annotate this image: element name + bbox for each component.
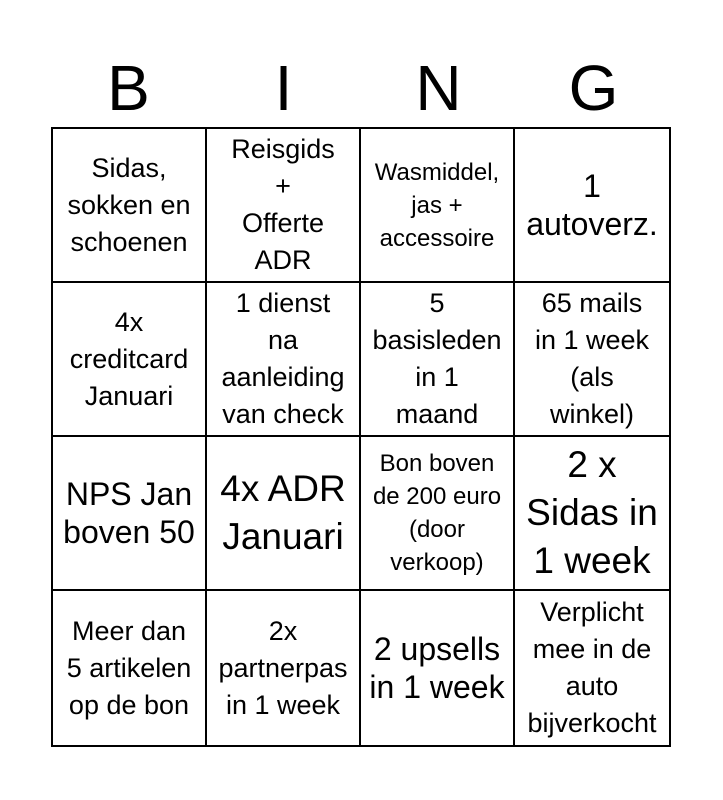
cell-text: NPS Jan boven 50 bbox=[63, 476, 195, 550]
cell-text: 1 dienst na aanleiding van check bbox=[221, 288, 345, 429]
bingo-cell[interactable] bbox=[53, 591, 207, 745]
bingo-cell[interactable] bbox=[207, 283, 361, 437]
cell-text: 2 x Sidas in 1 week bbox=[526, 444, 658, 581]
cell-text: Bon boven de 200 euro (door verkoop) bbox=[372, 450, 502, 576]
header-letter-b: B bbox=[107, 52, 150, 124]
cell-text: 2 upsells in 1 week bbox=[369, 631, 505, 705]
bingo-cell[interactable] bbox=[361, 591, 515, 745]
bingo-cell[interactable] bbox=[207, 591, 361, 745]
cell-text: 65 mails in 1 week (als winkel) bbox=[534, 288, 650, 429]
bingo-cell[interactable] bbox=[361, 437, 515, 591]
header-letter-g: G bbox=[568, 52, 619, 124]
cell-text: Meer dan 5 artikelen op de bon bbox=[66, 615, 192, 720]
bingo-cell[interactable] bbox=[361, 283, 515, 437]
cell-text: 1 autoverz. bbox=[526, 168, 658, 242]
bingo-cell[interactable] bbox=[53, 129, 207, 283]
cell-text: Verplicht mee in de auto bijverkocht bbox=[527, 597, 657, 738]
cell-text: 5 basisleden in 1 maand bbox=[372, 288, 502, 429]
cell-text: 4x ADR Januari bbox=[220, 468, 346, 557]
bingo-cell[interactable] bbox=[53, 283, 207, 437]
bingo-cell[interactable] bbox=[53, 437, 207, 591]
cell-text: 4x creditcard Januari bbox=[69, 306, 189, 411]
bingo-cell[interactable] bbox=[515, 283, 669, 437]
bingo-board bbox=[51, 127, 671, 747]
header-letter-n: N bbox=[415, 52, 462, 124]
bingo-header bbox=[51, 52, 671, 124]
header-letter-i: I bbox=[274, 52, 293, 124]
bingo-cell[interactable] bbox=[515, 437, 669, 591]
bingo-cell[interactable] bbox=[515, 129, 669, 283]
bingo-cell[interactable] bbox=[207, 129, 361, 283]
cell-text: Sidas, sokken en schoenen bbox=[67, 152, 191, 257]
bingo-cell[interactable] bbox=[361, 129, 515, 283]
cell-text: Reisgids + Offerte ADR bbox=[231, 134, 335, 275]
cell-text: Wasmiddel, jas + accessoire bbox=[374, 158, 500, 252]
bingo-cell[interactable] bbox=[515, 591, 669, 745]
bingo-cell[interactable] bbox=[207, 437, 361, 591]
cell-text: 2x partnerpas in 1 week bbox=[218, 615, 348, 720]
